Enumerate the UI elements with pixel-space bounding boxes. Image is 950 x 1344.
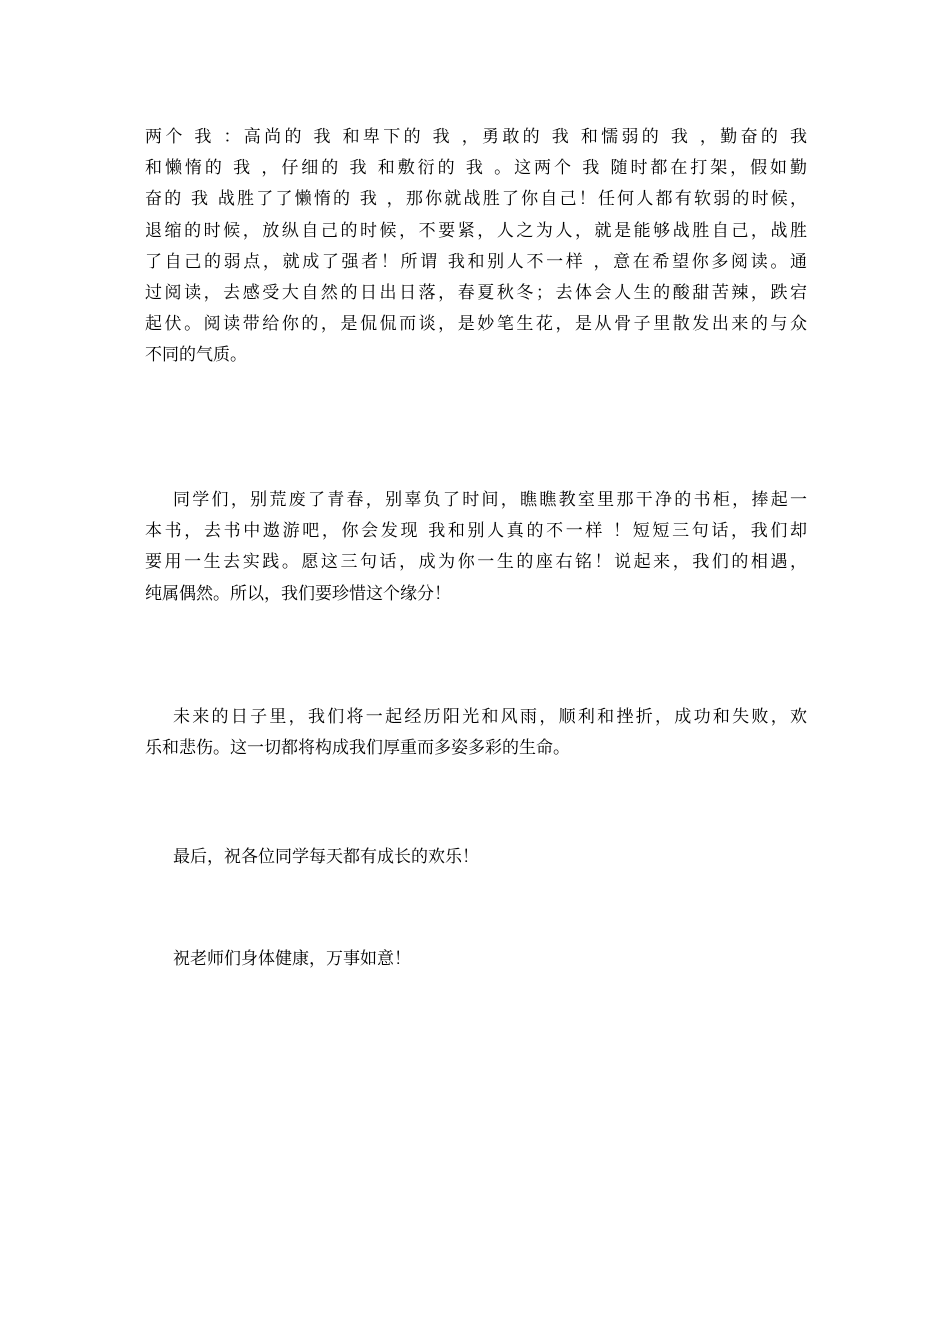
paragraph-wish-teachers: [145, 944, 807, 975]
text-line: 纯属偶然。所以，我们要珍惜这个缘分！: [145, 583, 451, 604]
text-line: 了自己的弱点，就成了强者！所谓 我和别人不一样 ，意在希望你多阅读。通: [145, 251, 807, 272]
paragraph-two-selves: [145, 122, 807, 372]
text-line: 起伏。阅读带给你的，是侃侃而谈，是妙笔生花，是从骨子里散发出来的与众: [145, 314, 807, 335]
text-line: 过阅读，去感受大自然的日出日落，春夏秋冬；去体会人生的酸甜苦辣，跌宕: [145, 283, 807, 304]
paragraph-future: [145, 702, 807, 764]
text-line: 要用一生去实践。愿这三句话，成为你一生的座右铭！说起来，我们的相遇，: [145, 552, 807, 573]
text-line: 两个 我 ：高尚的 我 和卑下的 我 ，勇敢的 我 和懦弱的 我 ，勤奋的 我: [145, 127, 807, 147]
text-line: 最后，祝各位同学每天都有成长的欢乐！: [173, 847, 479, 867]
text-line: 未来的日子里，我们将一起经历阳光和风雨，顺利和挫折，成功和失败，欢: [173, 707, 807, 727]
paragraph-wish-students: [145, 842, 807, 873]
text-line: 退缩的时候，放纵自己的时候，不要紧，人之为人，就是能够战胜自己，战胜: [145, 220, 807, 241]
text-line: 本书，去书中遨游吧，你会发现 我和别人真的不一样 ！短短三句话，我们却: [145, 521, 807, 542]
paragraph-classmates: [145, 485, 807, 610]
text-line: 同学们，别荒废了青春，别辜负了时间，瞧瞧教室里那干净的书柜，捧起一: [173, 490, 807, 510]
text-line: 乐和悲伤。这一切都将构成我们厚重而多姿多彩的生命。: [145, 738, 570, 759]
text-line: 祝老师们身体健康，万事如意！: [173, 949, 411, 969]
text-line: 不同的气质。: [145, 345, 247, 366]
text-line: 和懒惰的 我 ，仔细的 我 和敷衍的 我 。这两个 我 随时都在打架，假如勤: [145, 158, 807, 179]
text-line: 奋的 我 战胜了了懒惰的 我 ，那你就战胜了你自己！任何人都有软弱的时候，: [145, 189, 807, 210]
